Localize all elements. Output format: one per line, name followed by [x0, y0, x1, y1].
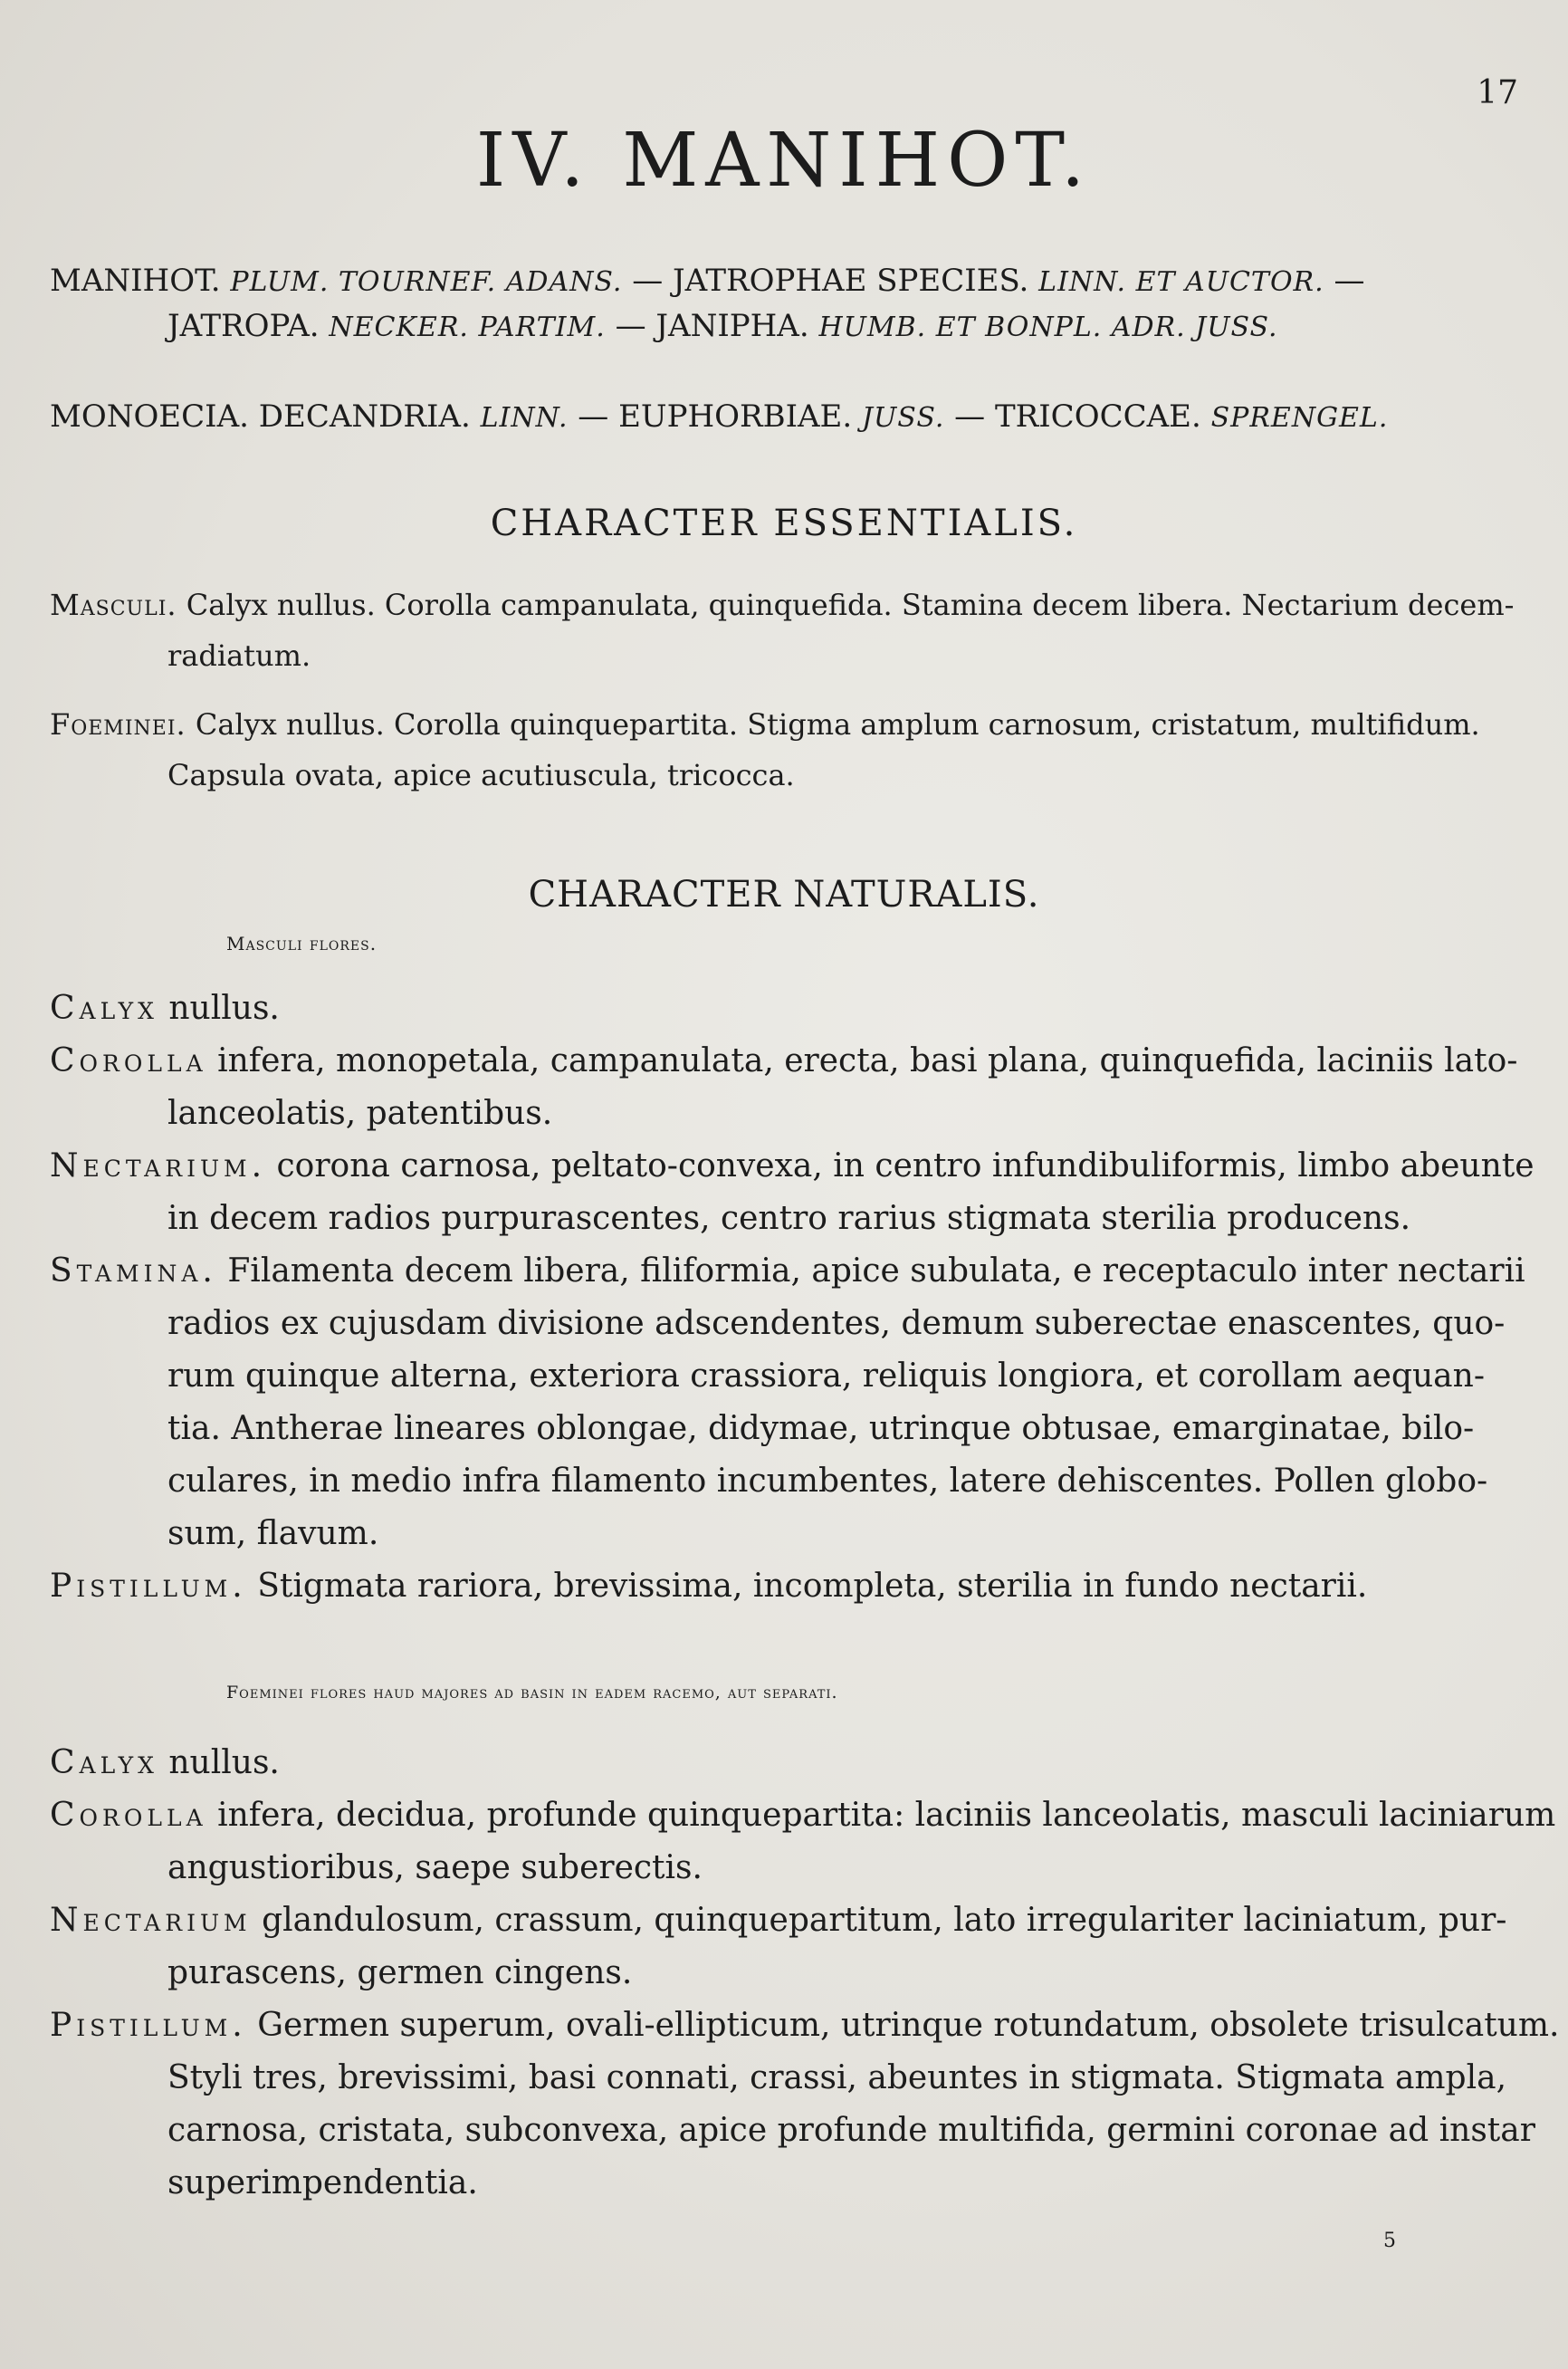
genus-title: IV. MANIHOT.: [475, 118, 1093, 204]
character-line: [50, 1947, 1521, 2000]
organ-text: culares, in medio infra filamento incumbentes, latere dehiscentes. Pollen globo-: [167, 1463, 1488, 1500]
page-number: 17: [1477, 74, 1518, 111]
masculi-text-cont: radiatum.: [167, 638, 311, 673]
synonym-fragment: HUMB. ET BONPL. ADR. JUSS.: [818, 312, 1278, 343]
masculi-description: [50, 983, 1535, 1613]
foeminei-description: [50, 1737, 1560, 2210]
synonym-fragment: — EUPHORBIAE.: [568, 398, 862, 435]
synonym-fragment: JUSS.: [862, 402, 945, 434]
synonym-fragment: LINN.: [480, 402, 569, 434]
character-entry: [50, 1140, 1535, 1245]
organ-text: Germen superum, ovali-ellipticum, utrinque rotundatum, obsolete trisulcatum.: [257, 2007, 1560, 2044]
masculi-flores-heading: Masculi flores.: [226, 933, 378, 954]
organ-text: purascens, germen cingens.: [167, 1954, 633, 1991]
organ-label: Stamina.: [50, 1252, 217, 1290]
character-line: [50, 2000, 1560, 2052]
character-line: [50, 983, 1521, 1035]
character-entry: [50, 1245, 1525, 1560]
organ-text: angustioribus, saepe suberectis.: [167, 1849, 703, 1886]
essential-character-heading: CHARACTER ESSENTIALIS.: [490, 503, 1078, 544]
character-entry: [50, 1789, 1556, 1894]
signature-mark: 5: [1383, 2230, 1396, 2252]
organ-text: infera, monopetala, campanulata, erecta, basi plana, quinquefida, laciniis lato-: [217, 1042, 1518, 1079]
character-entry: [50, 1894, 1521, 2000]
synonym-fragment: PLUM. TOURNEF. ADANS.: [230, 266, 623, 298]
character-line: [50, 1560, 1521, 1613]
character-line: [50, 2052, 1521, 2105]
character-line: [50, 1088, 1521, 1140]
organ-text: nullus.: [168, 990, 280, 1027]
natural-character-heading: CHARACTER NATURALIS.: [528, 874, 1040, 916]
synonym-fragment: — JATROPHAE SPECIES.: [622, 263, 1039, 299]
organ-text: infera, decidua, profunde quinquepartita: laciniis lanceolatis, masculi laciniarum: [217, 1797, 1556, 1834]
character-line: [50, 1035, 1521, 1088]
character-line: [50, 1140, 1535, 1193]
organ-label: Nectarium: [50, 1902, 252, 1939]
organ-label: Calyx: [50, 990, 158, 1027]
organ-text: rum quinque alterna, exteriora crassiora, reliquis longiora, et corollam aequan-: [167, 1357, 1485, 1395]
organ-text: corona carnosa, peltato-convexa, in centro infundibuliformis, limbo abeunte: [276, 1147, 1535, 1184]
organ-label: Corolla: [50, 1797, 207, 1834]
organ-text: glandulosum, crassum, quinquepartitum, lato irregulariter laciniatum, pur-: [262, 1902, 1507, 1939]
synonym-fragment: MANIHOT.: [50, 263, 231, 299]
synonym-fragment: — TRICOCCAE.: [944, 398, 1211, 435]
character-line: [50, 1842, 1521, 1894]
organ-text: carnosa, cristata, subconvexa, apice profunde multifida, germini coronae ad instar: [167, 2112, 1535, 2149]
character-line: [50, 2105, 1535, 2157]
synonymy-line-2: [167, 308, 1278, 344]
character-line: [50, 1737, 1521, 1789]
foeminei-text-cont: Capsula ovata, apice acutiuscula, tricocca.: [167, 758, 795, 792]
organ-label: Corolla: [50, 1042, 207, 1079]
masculi-label: Masculi.: [50, 588, 177, 622]
character-line: [50, 1193, 1521, 1245]
synonymy-line-1: [50, 263, 1364, 299]
character-line: [50, 1789, 1556, 1842]
character-line: [50, 1245, 1525, 1298]
character-line: [50, 1508, 1521, 1560]
organ-label: Pistillum.: [50, 1568, 247, 1605]
masculi-text: Calyx nullus. Corolla campanulata, quinquefida. Stamina decem libera. Nectarium decem-: [186, 588, 1515, 622]
organ-text: nullus.: [168, 1744, 280, 1781]
character-line: [50, 1298, 1521, 1350]
organ-text: tia. Antherae lineares oblongae, didymae, utrinque obtusae, emarginatae, bilo-: [167, 1410, 1475, 1447]
organ-text: radios ex cujusdam divisione adscendentes, demum suberectae enascentes, quo-: [167, 1305, 1506, 1342]
organ-text: Styli tres, brevissimi, basi connati, crassi, abeuntes in stigmata. Stigmata ampla,: [167, 2059, 1507, 2096]
synonym-fragment: SPRENGEL.: [1210, 402, 1389, 434]
foeminei-flores-heading: Foeminei flores haud majores ad basin in eadem racemo, aut separati.: [226, 1683, 838, 1702]
character-entry: [50, 2000, 1560, 2210]
synonym-fragment: —: [1324, 263, 1365, 299]
synonym-fragment: — JANIPHA.: [605, 308, 819, 344]
organ-text: superimpendentia.: [167, 2164, 478, 2201]
organ-text: lanceolatis, patentibus.: [167, 1095, 553, 1132]
character-entry: [50, 1737, 1521, 1789]
organ-text: Filamenta decem libera, filiformia, apice subulata, e receptaculo inter nectarii: [227, 1252, 1525, 1290]
organ-label: Calyx: [50, 1744, 158, 1781]
organ-text: Stigmata rariora, brevissima, incompleta, sterilia in fundo nectarii.: [257, 1568, 1368, 1605]
organ-text: sum, flavum.: [167, 1515, 379, 1552]
synonym-fragment: JATROPA.: [167, 308, 330, 344]
character-line: [50, 1455, 1521, 1508]
character-entry: [50, 983, 1521, 1035]
character-entry: [50, 1035, 1521, 1140]
classification-line: [50, 398, 1388, 435]
character-entry: [50, 1560, 1521, 1613]
character-line: [50, 1350, 1521, 1403]
synonym-fragment: NECKER. PARTIM.: [329, 312, 606, 343]
essential-character-block: [50, 580, 1521, 801]
character-line: [50, 1403, 1521, 1455]
synonym-fragment: LINN. ET AUCTOR.: [1038, 266, 1324, 298]
character-line: [50, 2157, 1521, 2210]
organ-label: Nectarium.: [50, 1147, 267, 1184]
organ-text: in decem radios purpurascentes, centro rarius stigmata sterilia producens.: [167, 1200, 1411, 1237]
foeminei-label: Foeminei.: [50, 707, 186, 742]
foeminei-text: Calyx nullus. Corolla quinquepartita. Stigma amplum carnosum, cristatum, multifidum.: [195, 707, 1480, 742]
organ-label: Pistillum.: [50, 2007, 247, 2044]
synonym-fragment: MONOECIA. DECANDRIA.: [50, 398, 481, 435]
character-line: [50, 1894, 1521, 1947]
